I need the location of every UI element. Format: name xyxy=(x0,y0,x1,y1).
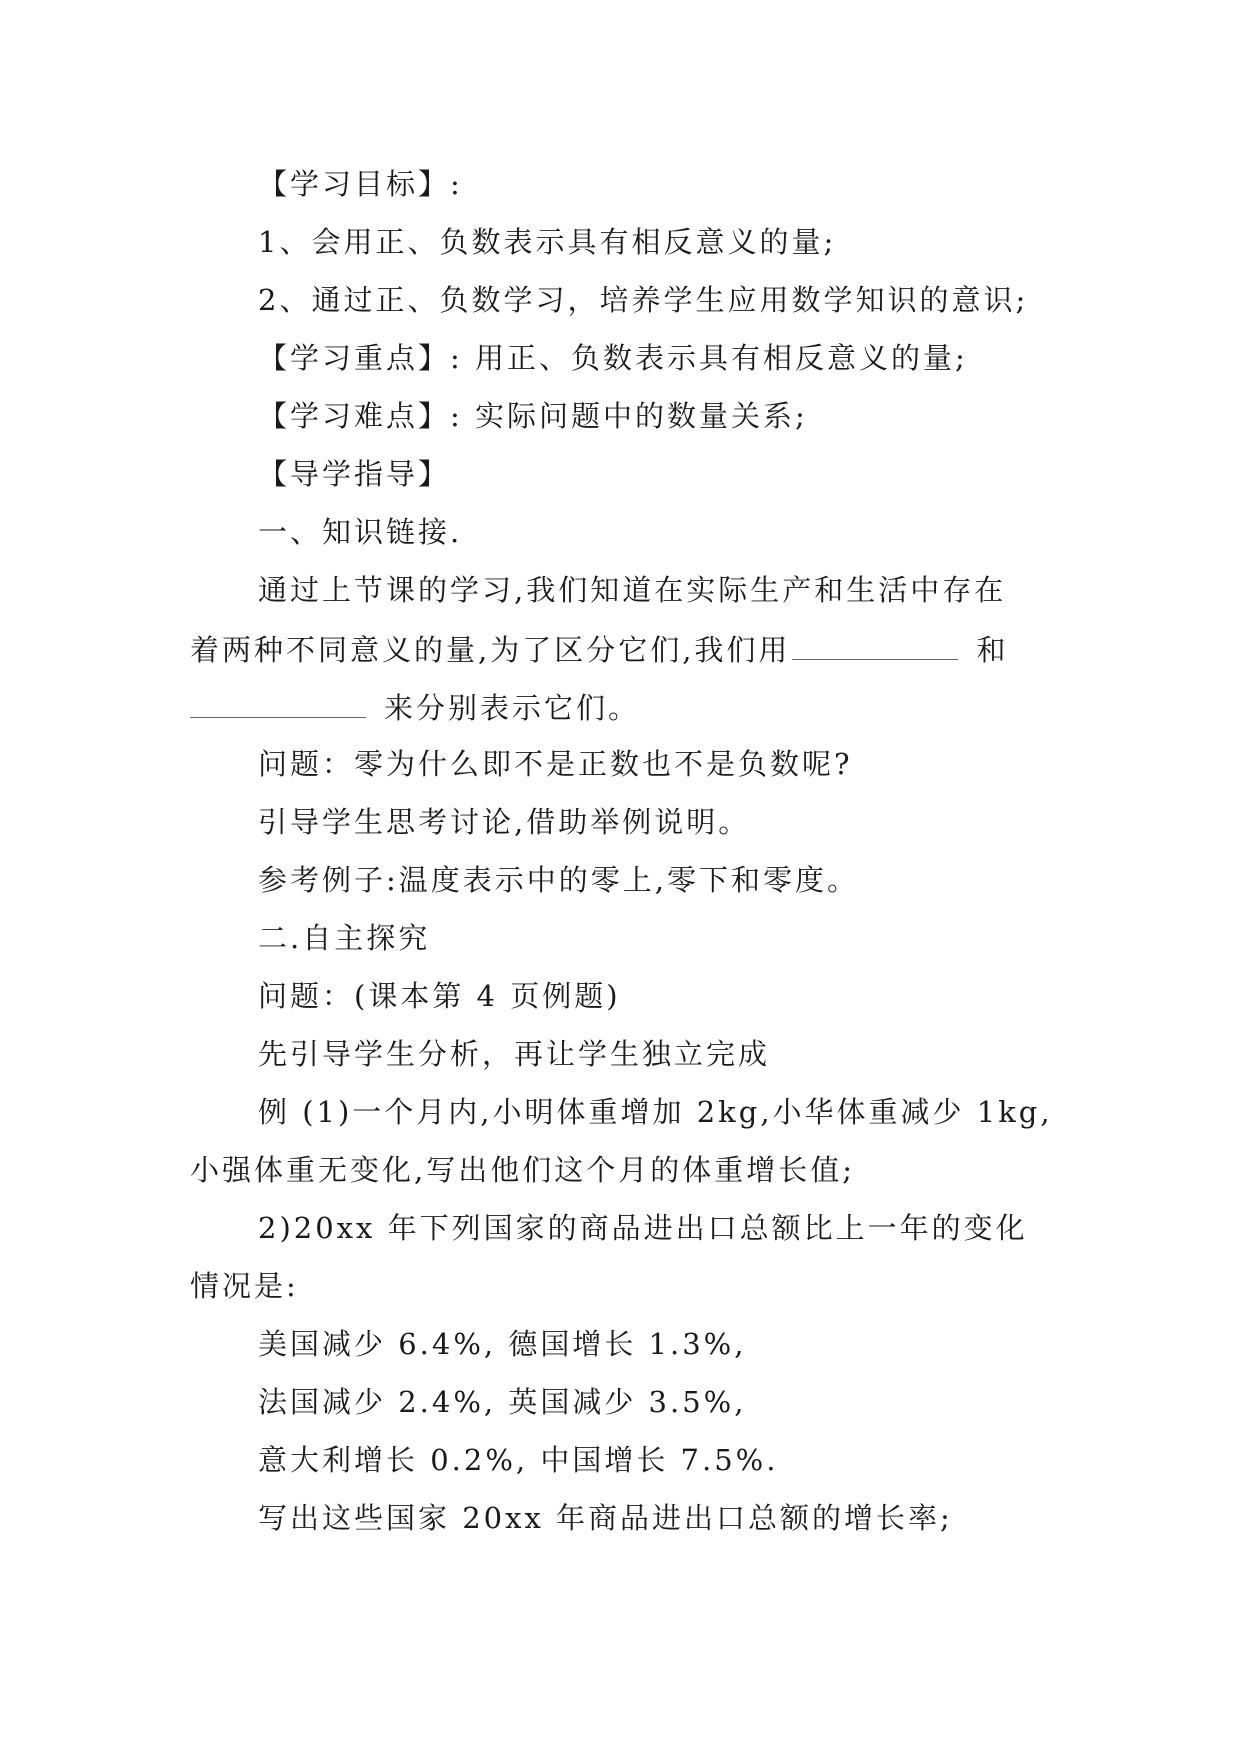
question-line: 问题：零为什么即不是正数也不是负数呢? xyxy=(258,747,853,781)
learning-difficulty: 【学习难点】: 实际问题中的数量关系; xyxy=(258,399,808,433)
paragraph-text: 着两种不同意义的量,为了区分它们,我们用 xyxy=(190,633,791,667)
learning-focus: 【学习重点】: 用正、负数表示具有相反意义的量; xyxy=(258,341,968,375)
paragraph-line: 通过上节课的学习,我们知道在实际生产和生活中存在 xyxy=(258,573,1007,607)
paragraph-line-with-blank xyxy=(190,619,1060,677)
example-line: 小强体重无变化,写出他们这个月的体重增长值; xyxy=(190,1153,855,1187)
paragraph-line: 引导学生思考讨论,借助举例说明。 xyxy=(258,805,751,839)
subsection-heading-knowledge-link: 一、知识链接. xyxy=(258,515,463,549)
fill-in-blank-1 xyxy=(792,619,958,660)
question-line: 问题：(课本第 4 页例题) xyxy=(258,979,621,1013)
task-line: 写出这些国家 20xx 年商品进出口总额的增长率; xyxy=(258,1501,953,1535)
fill-in-blank-2 xyxy=(190,677,366,718)
data-line: 意大利增长 0.2%, 中国增长 7.5%. xyxy=(258,1443,779,1477)
data-line: 法国减少 2.4%, 英国减少 3.5%, xyxy=(258,1385,747,1419)
paragraph-text: 和 xyxy=(976,633,1009,667)
section-heading-guidance: 【导学指导】 xyxy=(258,457,451,491)
paragraph-line: 参考例子:温度表示中的零上,零下和零度。 xyxy=(258,863,859,897)
paragraph-line: 先引导学生分析，再让学生独立完成 xyxy=(258,1037,771,1071)
subsection-heading-self-exploration: 二.自主探究 xyxy=(258,921,431,955)
example-line: 2)20xx 年下列国家的商品进出口总额比上一年的变化 xyxy=(258,1211,1028,1245)
section-heading-learning-goals: 【学习目标】: xyxy=(258,167,463,201)
goal-item-2: 2、通过正、负数学习，培养学生应用数学知识的意识; xyxy=(258,283,1029,317)
data-line: 美国减少 6.4%, 德国增长 1.3%, xyxy=(258,1327,747,1361)
document-body xyxy=(190,155,1060,1547)
example-line: 情况是: xyxy=(190,1269,299,1303)
example-line: 例 (1)一个月内,小明体重增加 2kg,小华体重减少 1kg, xyxy=(258,1095,1053,1129)
paragraph-line-with-blank xyxy=(190,677,1060,735)
goal-item-1: 1、会用正、负数表示具有相反意义的量; xyxy=(258,225,837,259)
paragraph-text: 来分别表示它们。 xyxy=(384,691,641,725)
